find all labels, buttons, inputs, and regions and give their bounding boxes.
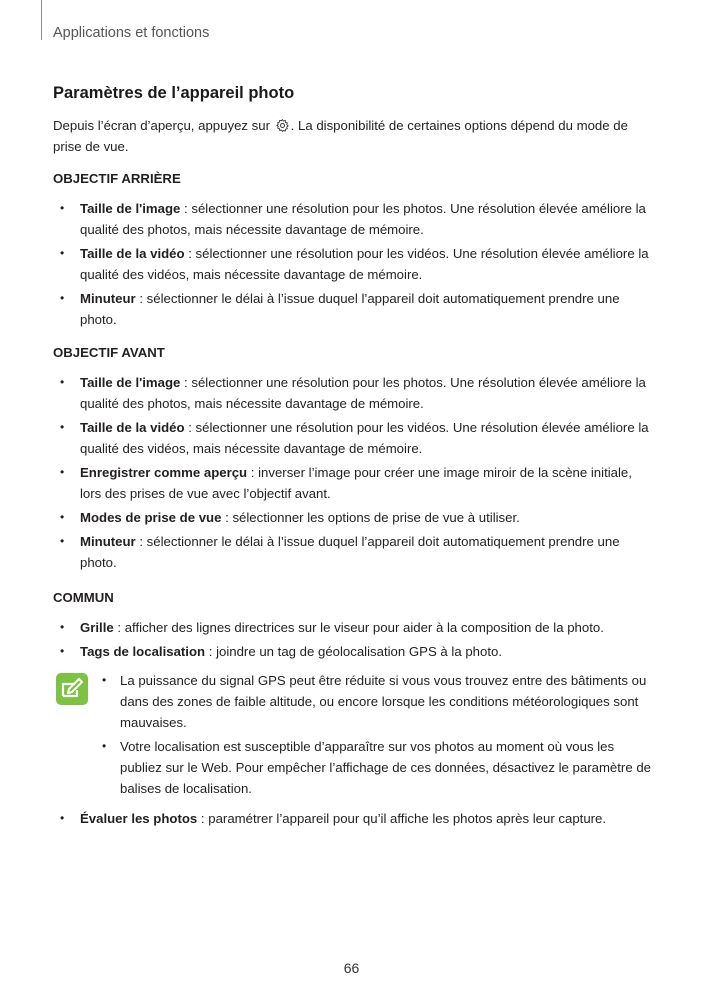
gear-icon <box>275 118 290 133</box>
list-item: • Taille de l'image : sélectionner une résolution pour les photos. Une résolution élevée améliore la qualité des photos, mais nécessite davantage de mémoire. <box>60 201 646 237</box>
note-item: • La puissance du signal GPS peut être réduite si vous vous trouvez entre des bâtiments ou dans des zones de faible altitude, ou encore lorsque les conditions météorologiques sont mauvaises. <box>102 673 647 730</box>
item-desc: : sélectionner une résolution pour les photos. Une résolution élevée améliore la qualité des photos, mais nécessite davantage de mémoire. <box>80 375 646 411</box>
common-list <box>53 617 653 665</box>
list-item: • Modes de prise de vue : sélectionner les options de prise de vue à utiliser. <box>60 510 520 525</box>
item-term: Grille <box>80 620 114 635</box>
note-item: • Votre localisation est susceptible d’apparaître sur vos photos au moment où vous les publiez sur le Web. Pour empêcher l’affichage de ces données, désactivez le paramètre de balises de localisation. <box>102 739 651 796</box>
subheading-common: COMMUN <box>53 590 114 605</box>
item-term: Taille de l'image <box>80 375 181 390</box>
item-desc: : paramétrer l’appareil pour qu’il affiche les photos après leur capture. <box>197 811 607 826</box>
common-list-end <box>53 808 653 832</box>
item-term: Enregistrer comme aperçu <box>80 465 248 480</box>
rear-list <box>53 198 653 333</box>
item-term: Taille de la vidéo <box>80 246 185 261</box>
item-desc: : sélectionner le délai à l’issue duquel l’appareil doit automatiquement prendre une photo. <box>80 534 620 570</box>
item-term: Minuteur <box>80 534 136 549</box>
item-desc: : joindre un tag de géolocalisation GPS à la photo. <box>205 644 502 659</box>
item-term: Tags de localisation <box>80 644 206 659</box>
list-item: • Évaluer les photos : paramétrer l’appareil pour qu’il affiche les photos après leur capture. <box>60 811 607 826</box>
page-number: 66 <box>343 960 360 976</box>
item-desc: : afficher des lignes directrices sur le viseur pour aider à la composition de la photo. <box>113 620 604 635</box>
item-desc: : inverser l’image pour créer une image miroir de la scène initiale, lors des prises de vue avec l’objectif avant. <box>80 465 632 501</box>
intro-paragraph <box>53 115 653 157</box>
item-term: Évaluer les photos <box>80 811 198 826</box>
front-list <box>53 372 653 576</box>
list-item: • Taille de l'image : sélectionner une résolution pour les photos. Une résolution élevée améliore la qualité des photos, mais nécessite davantage de mémoire. <box>60 375 646 411</box>
subheading-rear: OBJECTIF ARRIÈRE <box>53 171 181 186</box>
note-list <box>101 670 653 802</box>
section-title: Paramètres de l’appareil photo <box>53 84 295 102</box>
chapter-header: Applications et fonctions <box>53 25 210 41</box>
list-item: • Enregistrer comme aperçu : inverser l’image pour créer une image miroir de la scène initiale, lors des prises de vue avec l’objectif avant. <box>60 465 632 501</box>
list-item: • Minuteur : sélectionner le délai à l’issue duquel l’appareil doit automatiquement prendre une photo. <box>60 534 620 570</box>
intro-text-before: Depuis l’écran d’aperçu, appuyez sur <box>53 118 274 133</box>
list-item: • Taille de la vidéo : sélectionner une résolution pour les vidéos. Une résolution élevée améliore la qualité des vidéos, mais nécessite davantage de mémoire. <box>60 420 649 456</box>
item-term: Minuteur <box>80 291 136 306</box>
item-desc: : sélectionner le délai à l’issue duquel l’appareil doit automatiquement prendre une photo. <box>80 291 620 327</box>
intro-text-after: . La disponibilité de certaines options dépend du mode de prise de vue. <box>53 118 628 154</box>
item-term: Modes de prise de vue <box>80 510 222 525</box>
note-pencil-icon <box>55 672 89 706</box>
item-desc: : sélectionner une résolution pour les photos. Une résolution élevée améliore la qualité des photos, mais nécessite davantage de mémoire. <box>80 201 646 237</box>
item-desc: : sélectionner une résolution pour les vidéos. Une résolution élevée améliore la qualité des vidéos, mais nécessite davantage de mémoire. <box>80 246 649 282</box>
list-item: • Tags de localisation : joindre un tag de géolocalisation GPS à la photo. <box>60 644 502 659</box>
list-item: • Grille : afficher des lignes directrices sur le viseur pour aider à la composition de la photo. <box>60 620 604 635</box>
item-term: Taille de l'image <box>80 201 181 216</box>
list-item: • Minuteur : sélectionner le délai à l’issue duquel l’appareil doit automatiquement prendre une photo. <box>60 291 620 327</box>
item-desc: : sélectionner les options de prise de vue à utiliser. <box>221 510 520 525</box>
header-rule <box>41 0 42 40</box>
item-desc: : sélectionner une résolution pour les vidéos. Une résolution élevée améliore la qualité des vidéos, mais nécessite davantage de mémoire. <box>80 420 649 456</box>
subheading-front: OBJECTIF AVANT <box>53 345 165 360</box>
item-term: Taille de la vidéo <box>80 420 185 435</box>
list-item: • Taille de la vidéo : sélectionner une résolution pour les vidéos. Une résolution élevée améliore la qualité des vidéos, mais nécessite davantage de mémoire. <box>60 246 649 282</box>
